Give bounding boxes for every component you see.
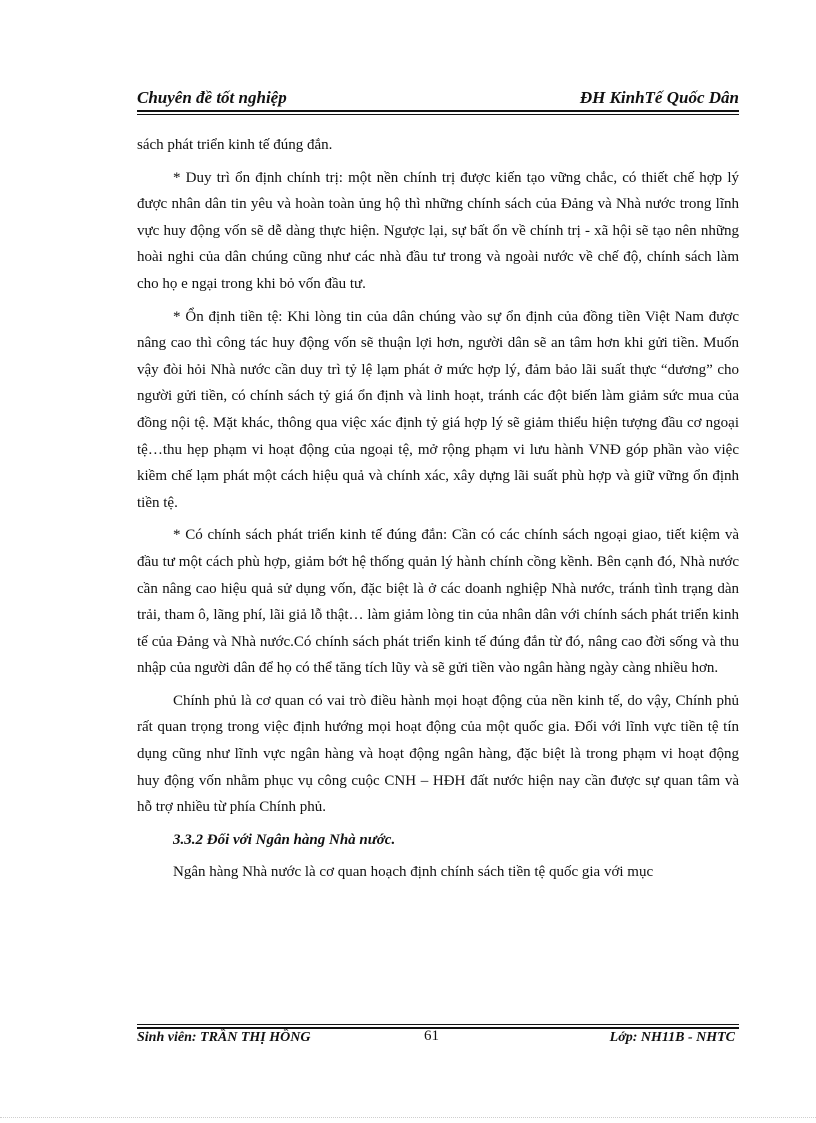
section-heading: 3.3.2 Đối với Ngân hàng Nhà nước. [173,831,396,848]
paragraph-continuation: sách phát triển kinh tế đúng đắn. [137,137,333,153]
page-number: 61 [424,1028,439,1044]
footer-class: Lớp: NH11B - NHTC [609,1030,735,1045]
header-title-left: Chuyên đề tốt nghiệp [137,88,287,107]
paragraph-monetary-stability: * Ổn định tiền tệ: Khi lòng tin của dân chúng vào sự ổn định của đồng tiền Việt Nam được nâng cao thì công tác huy động vốn sẽ thuận lợi hơn, người dân sẽ an tâm hơn khi gửi tiền. Muốn vậy đòi hỏi Nhà nước cần duy trì tỷ lệ lạm phát ở mức hợp lý, đảm bảo lãi suất thực “dương” cho người gửi tiền, có chính sách tỷ giá ổn định và linh hoạt, tránh các đột biến làm giảm sức mua của đồng nội tệ. Mặt khác, thông qua việc xác định tỷ giá hợp lý sẽ giảm thiểu hiện tượng đầu cơ ngoại tệ…thu hẹp phạm vi hoạt động của ngoại tệ, mở rộng phạm vi lưu hành VNĐ góp phần vào việc kiềm chế lạm phát một cách hiệu quả và chính xác, xây dựng lãi suất phù hợp và giữ vững ổn định tiền tệ. [137,308,739,511]
paragraph-state-bank: Ngân hàng Nhà nước là cơ quan hoạch định chính sách tiền tệ quốc gia với mục [173,864,654,881]
page-footer [137,1030,739,1050]
paragraph-political-stability: * Duy trì ổn định chính trị: một nền chính trị được kiến tạo vững chắc, có thiết chế hợp lý được nhân dân tin yêu và hoàn toàn ủng hộ thì những chính sách của Đảng và Nhà nước trong lĩnh vực huy động vốn sẽ dễ dàng thực hiện. Ngược lại, sự bất ổn về chính trị - xã hội sẽ tạo nên những hoài nghi của dân chúng cũng như các nhà đầu tư trong và ngoài nước về chế độ, chính sách làm cho họ e ngại trong khi bỏ vốn đầu tư. [137,169,739,292]
paragraph-economic-policy: * Có chính sách phát triển kinh tế đúng đắn: Cần có các chính sách ngoại giao, tiết kiệm và đầu tư một cách phù hợp, giảm bớt hệ thống quản lý hành chính cồng kềnh. Bên cạnh đó, Nhà nước cần nâng cao hiệu quả sử dụng vốn, đặc biệt là ở các doanh nghiệp Nhà nước, tránh tình trạng dàn trải, tham ô, lãng phí, lãi giả lỗ thật… làm giảm lòng tin của nhân dân với chính sách phát triển kinh tế của Đảng và Nhà nước.Có chính sách phát triển kinh tế đúng đắn từ đó, nâng cao đời sống và thu nhập của người dân để họ có thể tăng tích lũy và sẽ gửi tiền vào ngân hàng ngày càng nhiều hơn. [137,527,739,677]
footer-rule-thin [137,1024,739,1025]
footer-student-name: Sinh viên: TRẦN THỊ HỒNG [137,1030,311,1045]
header-rule-thick [137,110,739,112]
header-rule-thin [137,114,739,115]
page-edge-divider [0,1117,816,1118]
paragraph-government-role: Chính phủ là cơ quan có vai trò điều hành mọi hoạt động của nền kinh tế, do vậy, Chính phủ rất quan trọng trong việc định hướng mọi hoạt động của một quốc gia. Đối với lĩnh vực tiền tệ tín dụng cũng như lĩnh vực ngân hàng và hoạt động ngân hàng, đặc biệt là trong phạm vi hoạt động huy động vốn nhằm phục vụ công cuộc CNH – HĐH đất nước hiện nay cần được sự quan tâm và hỗ trợ nhiều từ phía Chính phủ. [137,692,739,816]
body-text [137,132,739,892]
header-title-right: ĐH KinhTế Quốc Dân [579,88,739,107]
page-header [137,84,739,108]
